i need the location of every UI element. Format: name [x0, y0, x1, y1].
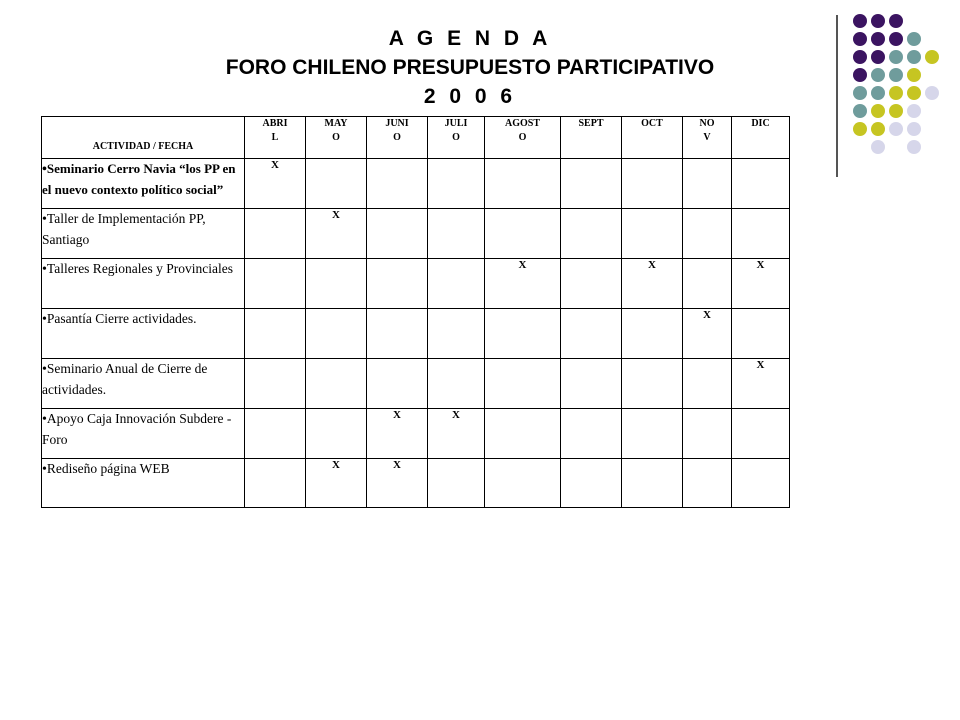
activity-label: Seminario Anual de Cierre de actividades. — [42, 361, 208, 397]
header-month: SEPT — [561, 117, 622, 159]
decor-dot — [871, 122, 885, 136]
decor-dot — [889, 104, 903, 118]
schedule-cell — [306, 359, 367, 409]
agenda-title: A G E N D A — [388, 27, 552, 50]
schedule-cell — [367, 359, 428, 409]
schedule-cell — [428, 459, 485, 508]
decor-dot — [889, 32, 903, 46]
header-month: OCT — [622, 117, 683, 159]
schedule-cell — [367, 209, 428, 259]
header-month: DIC — [732, 117, 790, 159]
activity-cell — [42, 259, 245, 309]
decor-dot — [853, 104, 867, 118]
schedule-cell — [306, 309, 367, 359]
agenda-title-block — [150, 24, 790, 111]
schedule-cell: X — [428, 409, 485, 459]
schedule-cell — [485, 359, 561, 409]
activity-label: Talleres Regionales y Provinciales — [46, 261, 234, 276]
schedule-cell — [622, 459, 683, 508]
decor-dot — [907, 122, 921, 136]
decor-dot — [871, 32, 885, 46]
schedule-cell — [561, 459, 622, 508]
decor-dot-grid — [853, 14, 949, 154]
table-row — [42, 409, 790, 459]
decor-dot — [871, 104, 885, 118]
bullet-icon: • — [42, 262, 47, 277]
decor-dot — [889, 68, 903, 82]
schedule-cell — [428, 159, 485, 209]
decor-dot — [907, 86, 921, 100]
agenda-table — [41, 116, 790, 508]
header-month: AGOST O — [485, 117, 561, 159]
schedule-cell — [367, 309, 428, 359]
table-row — [42, 209, 790, 259]
decor-dot — [907, 68, 921, 82]
schedule-cell: X — [485, 259, 561, 309]
header-month: JULI O — [428, 117, 485, 159]
schedule-cell: X — [732, 259, 790, 309]
schedule-cell — [245, 459, 306, 508]
schedule-cell — [485, 159, 561, 209]
decor-dot — [853, 32, 867, 46]
schedule-cell: X — [367, 409, 428, 459]
table-row — [42, 359, 790, 409]
schedule-cell — [245, 209, 306, 259]
schedule-cell — [245, 359, 306, 409]
activity-label: Pasantía Cierre actividades. — [46, 311, 197, 326]
decor-dot — [907, 104, 921, 118]
schedule-cell: X — [622, 259, 683, 309]
decor-divider-line — [836, 15, 838, 177]
bullet-icon: • — [42, 462, 47, 477]
schedule-cell: X — [367, 459, 428, 508]
forum-title: FORO CHILENO PRESUPUESTO PARTICIPATIVO — [225, 56, 715, 79]
schedule-cell — [561, 359, 622, 409]
schedule-cell — [683, 159, 732, 209]
schedule-cell — [732, 409, 790, 459]
schedule-cell — [561, 409, 622, 459]
header-activity: ACTIVIDAD / FECHA — [42, 117, 245, 159]
activity-label: Apoyo Caja Innovación Subdere - Foro — [42, 411, 232, 447]
decor-dot — [871, 86, 885, 100]
decor-dot — [889, 122, 903, 136]
activity-cell — [42, 359, 245, 409]
activity-cell — [42, 209, 245, 259]
decor-dot — [853, 122, 867, 136]
decor-dot — [889, 86, 903, 100]
schedule-cell — [428, 209, 485, 259]
schedule-cell — [245, 309, 306, 359]
schedule-cell — [245, 409, 306, 459]
schedule-cell — [732, 459, 790, 508]
schedule-cell — [367, 259, 428, 309]
decor-dot — [925, 86, 939, 100]
schedule-cell — [622, 309, 683, 359]
decor-dot — [871, 68, 885, 82]
decor-dot — [871, 14, 885, 28]
activity-cell — [42, 409, 245, 459]
schedule-cell — [245, 259, 306, 309]
bullet-icon: • — [42, 212, 47, 227]
schedule-cell — [485, 209, 561, 259]
schedule-cell: X — [245, 159, 306, 209]
schedule-cell — [622, 409, 683, 459]
schedule-cell — [485, 309, 561, 359]
activity-cell — [42, 309, 245, 359]
header-month: ABRI L — [245, 117, 306, 159]
schedule-cell — [622, 359, 683, 409]
decor-dot — [889, 50, 903, 64]
header-month: NO V — [683, 117, 732, 159]
schedule-cell — [561, 209, 622, 259]
schedule-cell — [428, 259, 485, 309]
schedule-cell — [428, 359, 485, 409]
schedule-cell — [732, 159, 790, 209]
decor-dot — [889, 14, 903, 28]
decor-dot — [925, 50, 939, 64]
decor-dot — [853, 50, 867, 64]
schedule-cell — [306, 159, 367, 209]
schedule-cell — [561, 309, 622, 359]
decor-dot — [871, 50, 885, 64]
table-row — [42, 459, 790, 508]
table-row — [42, 309, 790, 359]
bullet-icon: • — [42, 162, 47, 177]
table-row — [42, 259, 790, 309]
decor-dot — [907, 32, 921, 46]
schedule-cell — [622, 159, 683, 209]
table-row — [42, 159, 790, 209]
header-month: JUNI O — [367, 117, 428, 159]
bullet-icon: • — [42, 412, 47, 427]
schedule-cell — [561, 159, 622, 209]
table-header-row — [42, 117, 790, 159]
schedule-cell — [732, 209, 790, 259]
decor-dot — [871, 140, 885, 154]
decor-dot — [853, 68, 867, 82]
schedule-cell — [683, 359, 732, 409]
schedule-cell — [683, 459, 732, 508]
schedule-cell: X — [732, 359, 790, 409]
schedule-cell: X — [306, 209, 367, 259]
activity-cell — [42, 459, 245, 508]
decor-dot — [853, 86, 867, 100]
schedule-cell: X — [306, 459, 367, 508]
schedule-cell — [732, 309, 790, 359]
schedule-cell — [367, 159, 428, 209]
activity-cell — [42, 159, 245, 209]
bullet-icon: • — [42, 312, 47, 327]
schedule-cell — [306, 409, 367, 459]
schedule-cell — [561, 259, 622, 309]
schedule-cell — [683, 209, 732, 259]
schedule-cell — [306, 259, 367, 309]
year-title: 2 0 0 6 — [423, 85, 517, 108]
schedule-cell — [683, 259, 732, 309]
schedule-cell — [485, 409, 561, 459]
schedule-cell — [428, 309, 485, 359]
bullet-icon: • — [42, 362, 47, 377]
decor-dot — [853, 14, 867, 28]
schedule-cell: X — [683, 309, 732, 359]
activity-label: Taller de Implementación PP, Santiago — [42, 211, 206, 247]
activity-label: Rediseño página WEB — [46, 461, 170, 476]
schedule-cell — [622, 209, 683, 259]
schedule-cell — [485, 459, 561, 508]
decor-dot — [907, 50, 921, 64]
schedule-cell — [683, 409, 732, 459]
header-month: MAY O — [306, 117, 367, 159]
decor-dot — [907, 140, 921, 154]
activity-label: Seminario Cerro Navia “los PP en el nuevo contexto político social” — [42, 161, 236, 197]
